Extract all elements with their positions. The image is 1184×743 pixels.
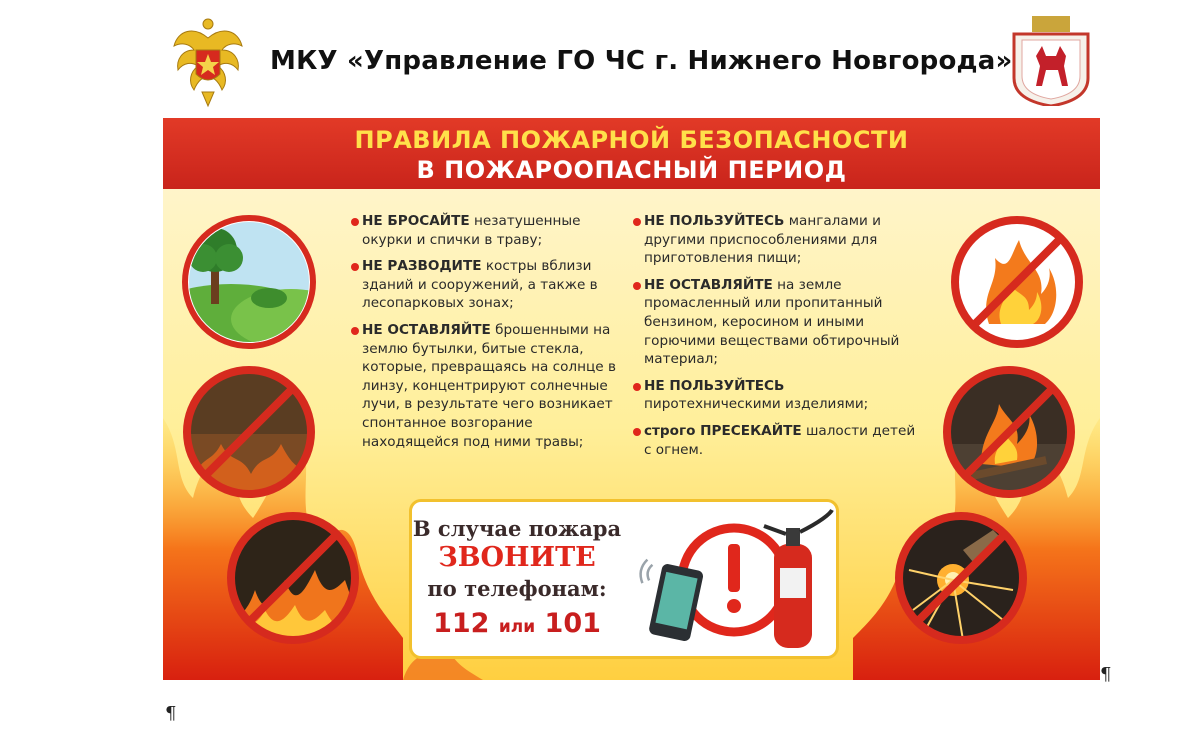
call-line3: по телефонам: <box>427 576 607 601</box>
nizhny-novgorod-coat-of-arms-icon <box>1010 16 1092 106</box>
rule-item: НЕ ПОЛЬЗУЙТЕСЬ пиротехническими изделиями; <box>633 377 918 414</box>
smartphone-icon <box>634 559 704 642</box>
title-banner <box>163 118 1100 189</box>
call-line2: ЗВОНИТЕ <box>438 542 596 573</box>
emergency-number-112: 112 <box>433 608 490 639</box>
paragraph-mark: ¶ <box>1100 664 1112 685</box>
call-line1: В случае пожара <box>412 516 622 541</box>
rules-left-column <box>351 212 626 459</box>
rule-item: НЕ ОСТАВЛЯЙТЕ на земле промасленный или пропитанный бензином, керосином и иными горючими веществами обтирочный материал; <box>633 276 918 369</box>
rule-item: НЕ РАЗВОДИТЕ костры вблизи зданий и сооружений, а также в лесопарковых зонах; <box>351 257 626 313</box>
emergency-numbers <box>412 608 622 639</box>
rule-item: НЕ ПОЛЬЗУЙТЕСЬ мангалами и другими приспособлениями для приготовления пищи; <box>633 212 918 268</box>
emergency-ministry-emblem-icon <box>172 16 244 108</box>
paragraph-mark: ¶ <box>165 703 177 724</box>
rule-item: строго ПРЕСЕКАЙТЕ шалости детей с огнем. <box>633 422 918 459</box>
poster-title-line1: ПРАВИЛА ПОЖАРНОЙ БЕЗОПАСНОСТИ <box>354 126 909 154</box>
emergency-number-101: 101 <box>544 608 601 639</box>
fire-safety-poster <box>163 118 1100 680</box>
rule-item: НЕ БРОСАЙТЕ незатушенные окурки и спички в траву; <box>351 212 626 249</box>
fire-prohibited-icon <box>949 214 1085 350</box>
tree-landscape-icon <box>181 214 317 350</box>
poster-title-line2: В ПОЖАРООПАСНЫЙ ПЕРИОД <box>416 156 847 184</box>
or-label: или <box>498 617 536 637</box>
sparks-prohibited-icon <box>893 510 1029 646</box>
burning-grass-prohibited-icon <box>181 364 317 500</box>
emergency-call-box <box>409 499 839 659</box>
rules-right-column <box>633 212 918 467</box>
page-title: МКУ «Управление ГО ЧС г. Нижнего Новгорода» <box>270 46 1013 76</box>
rule-item: НЕ ОСТАВЛЯЙТЕ брошенными на землю бутылки, битые стекла, которые, превращаясь на солнце в линзу, концентрируют солнечные лучи, в результате чего возникает спонтанное возгорание находящейся под ними травы; <box>351 321 626 451</box>
campfire-prohibited-icon <box>941 364 1077 500</box>
fire-extinguisher-icon <box>764 510 832 648</box>
forest-fire-prohibited-icon <box>225 510 361 646</box>
call-illustration <box>634 508 834 653</box>
